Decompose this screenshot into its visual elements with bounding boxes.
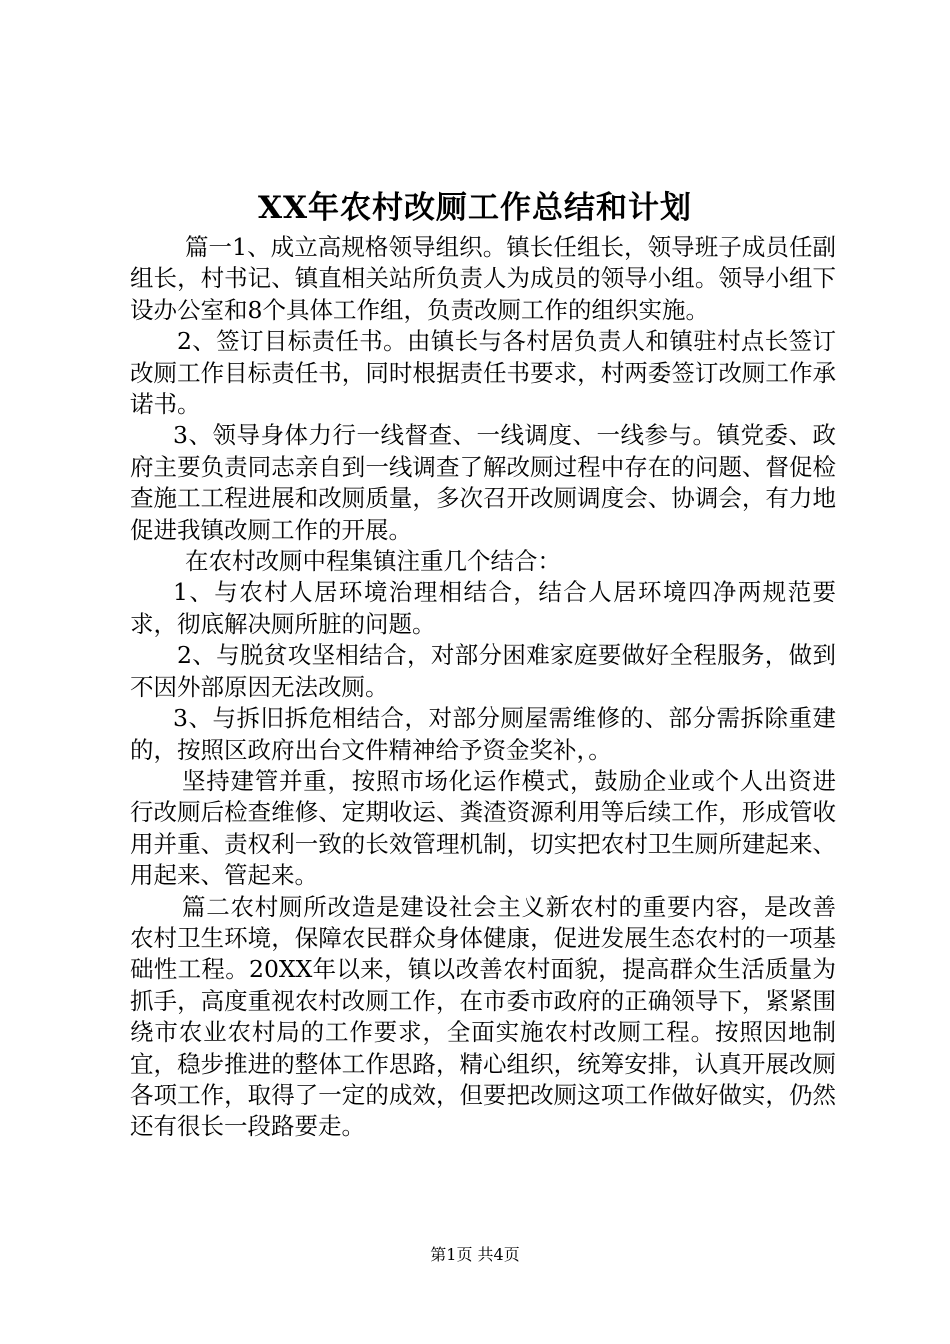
paragraph-1: 篇一1、成立高规格领导组织。镇长任组长，领导班子成员任副组长，村书记、镇直相关站所负责人为成员的领导小组。领导小组下设办公室和8个具体工作组，负责改厕工作的组织实施。 (130, 233, 836, 324)
paragraph-7: 3、与拆旧拆危相结合，对部分厕屋需维修的、部分需拆除重建的，按照区政府出台文件精神给予资金奖补，。 (130, 704, 836, 764)
page-number-footer: 第1页 共4页 (430, 1245, 520, 1264)
paragraph-4: 在农村改厕中程集镇注重几个结合： (185, 547, 561, 576)
paragraph-3: 3、领导身体力行一线督查、一线调度、一线参与。镇党委、政府主要负责同志亲自到一线调查了解改厕过程中存在的问题、督促检查施工工程进展和改厕质量，多次召开改厕调度会、协调会，有力地促进我镇改厕工作的开展。 (130, 421, 836, 544)
paragraph-6: 2、与脱贫攻坚相结合，对部分困难家庭要做好全程服务，做到不因外部原因无法改厕。 (130, 641, 836, 701)
paragraph-9: 篇二农村厕所改造是建设社会主义新农村的重要内容，是改善农村卫生环境，保障农民群众身体健康，促进发展生态农村的一项基础性工程。20XX年以来，镇以改善农村面貌，提高群众生活质量为抓手，高度重视农村改厕工作，在市委市政府的正确领导下，紧紧围绕市农业农村局的工作要求，全面实施农村改厕工程。按照因地制宜，稳步推进的整体工作思路，精心组织，统筹安排，认真开展改厕各项工作，取得了一定的成效，但要把改厕这项工作做好做实，仍然还有很长一段路要走。 (130, 892, 836, 1141)
paragraph-5: 1、与农村人居环境治理相结合，结合人居环境四净两规范要求，彻底解决厕所脏的问题。 (130, 578, 836, 638)
paragraph-2: 2、签订目标责任书。由镇长与各村居负责人和镇驻村点长签订改厕工作目标责任书，同时根据责任书要求，村两委签订改厕工作承诺书。 (130, 327, 836, 419)
paragraph-8: 坚持建管并重，按照市场化运作模式，鼓励企业或个人出资进行改厕后检查维修、定期收运、粪渣资源利用等后续工作，形成管收用并重、责权利一致的长效管理机制，切实把农村卫生厕所建起来、用起来、管起来。 (130, 766, 836, 890)
document-body (130, 232, 836, 1143)
document-title: XX年农村改厕工作总结和计划 (257, 190, 693, 226)
